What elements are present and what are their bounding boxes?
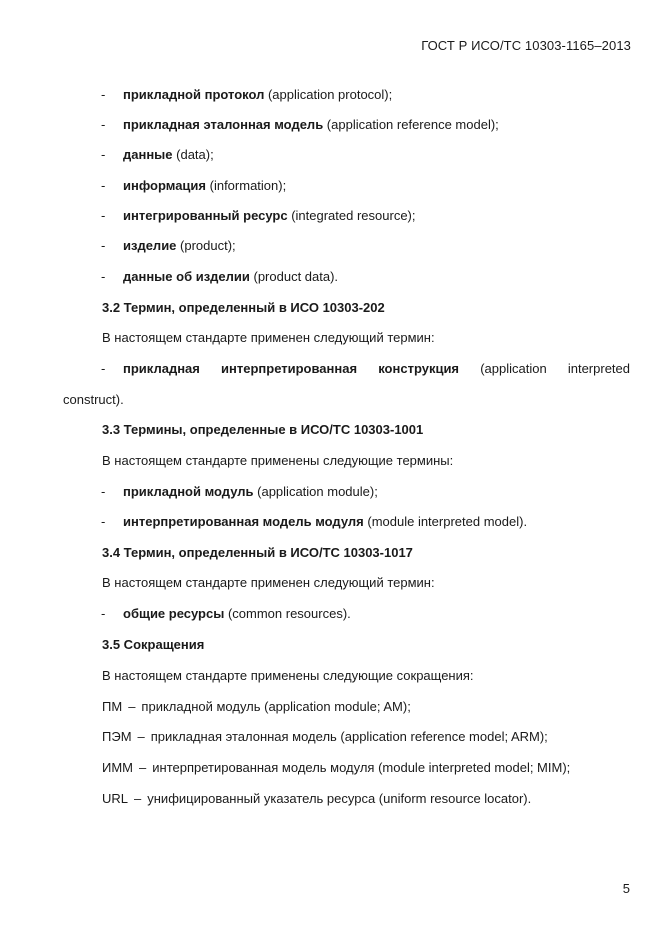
term-translation: (product); [176,238,236,253]
justified-term-line [123,361,630,376]
term: интегрированный ресурс [123,208,288,223]
abbreviation-separator: – [134,791,142,806]
list-dash: - [101,484,106,499]
list-item [123,147,214,162]
abbreviation: ПЭМ [102,729,132,744]
term: данные [123,147,173,162]
term: изделие [123,238,177,253]
list-item [123,606,351,621]
section-heading-3-3: 3.3 Термины, определенные в ИСО/ТС 10303-1001 [102,422,424,437]
document-id-header: ГОСТ Р ИСО/ТС 10303-1165–2013 [421,38,631,53]
section-heading-3-2: 3.2 Термин, определенный в ИСО 10303-202 [102,300,385,315]
list-item [123,514,527,529]
abbreviation-expansion: интерпретированная модель модуля (module interpreted model; MIM); [152,760,571,775]
term-translation: (product data). [249,269,339,284]
term: информация [123,178,207,193]
abbreviation: ИММ [102,760,134,775]
abbreviation-expansion: прикладной модуль (application module; AM); [141,699,411,714]
section-intro: В настоящем стандарте применен следующий термин: [102,575,435,590]
translation-word: interpreted [567,361,630,376]
list-item [123,269,338,284]
list-dash: - [101,87,106,102]
term-word: прикладная [123,361,200,376]
list-item [123,117,499,132]
abbreviation-separator: – [128,699,136,714]
term-translation: (common resources). [224,606,351,621]
list-dash: - [101,208,106,223]
list-dash: - [101,178,106,193]
abbreviation-entry [102,729,548,744]
abbreviation: URL [102,791,129,806]
term-translation: (module interpreted model). [363,514,528,529]
list-item [123,208,416,223]
term: данные об изделии [123,269,250,284]
list-dash: - [101,514,106,529]
section-intro: В настоящем стандарте применены следующие сокращения: [102,668,474,683]
list-item [123,178,286,193]
abbreviation-separator: – [139,760,147,775]
list-dash: - [101,606,106,621]
abbreviation-expansion: прикладная эталонная модель (application reference model; ARM); [150,729,548,744]
term: интерпретированная модель модуля [123,514,364,529]
section-heading-3-4: 3.4 Термин, определенный в ИСО/ТС 10303-1017 [102,545,413,560]
list-dash: - [101,269,106,284]
section-intro: В настоящем стандарте применен следующий термин: [102,330,435,345]
term-word: конструкция [378,361,460,376]
list-dash: - [101,147,106,162]
list-item [123,484,378,499]
translation-word: (application [480,361,547,376]
term-translation: (information); [206,178,287,193]
abbreviation-entry [102,760,570,775]
term-translation: (integrated resource); [287,208,416,223]
term-translation: (application protocol); [264,87,393,102]
section-heading-3-5: 3.5 Сокращения [102,637,205,652]
term: общие ресурсы [123,606,225,621]
term: прикладной протокол [123,87,265,102]
page-number: 5 [622,881,630,896]
list-item [123,238,236,253]
term: прикладная эталонная модель [123,117,324,132]
abbreviation-entry [102,699,411,714]
continuation-line: construct). [63,392,124,407]
abbreviation-separator: – [137,729,145,744]
term-word: интерпретированная [221,361,358,376]
abbreviation: ПМ [102,699,123,714]
term-translation: (application module); [253,484,378,499]
list-dash: - [101,238,106,253]
term-translation: (data); [172,147,214,162]
list-dash: - [101,361,106,376]
list-dash: - [101,117,106,132]
section-intro: В настоящем стандарте применены следующие термины: [102,453,454,468]
term: прикладной модуль [123,484,254,499]
abbreviation-expansion: унифицированный указатель ресурса (uniform resource locator). [147,791,532,806]
list-item [123,87,392,102]
term-translation: (application reference model); [323,117,499,132]
abbreviation-entry [102,791,531,806]
